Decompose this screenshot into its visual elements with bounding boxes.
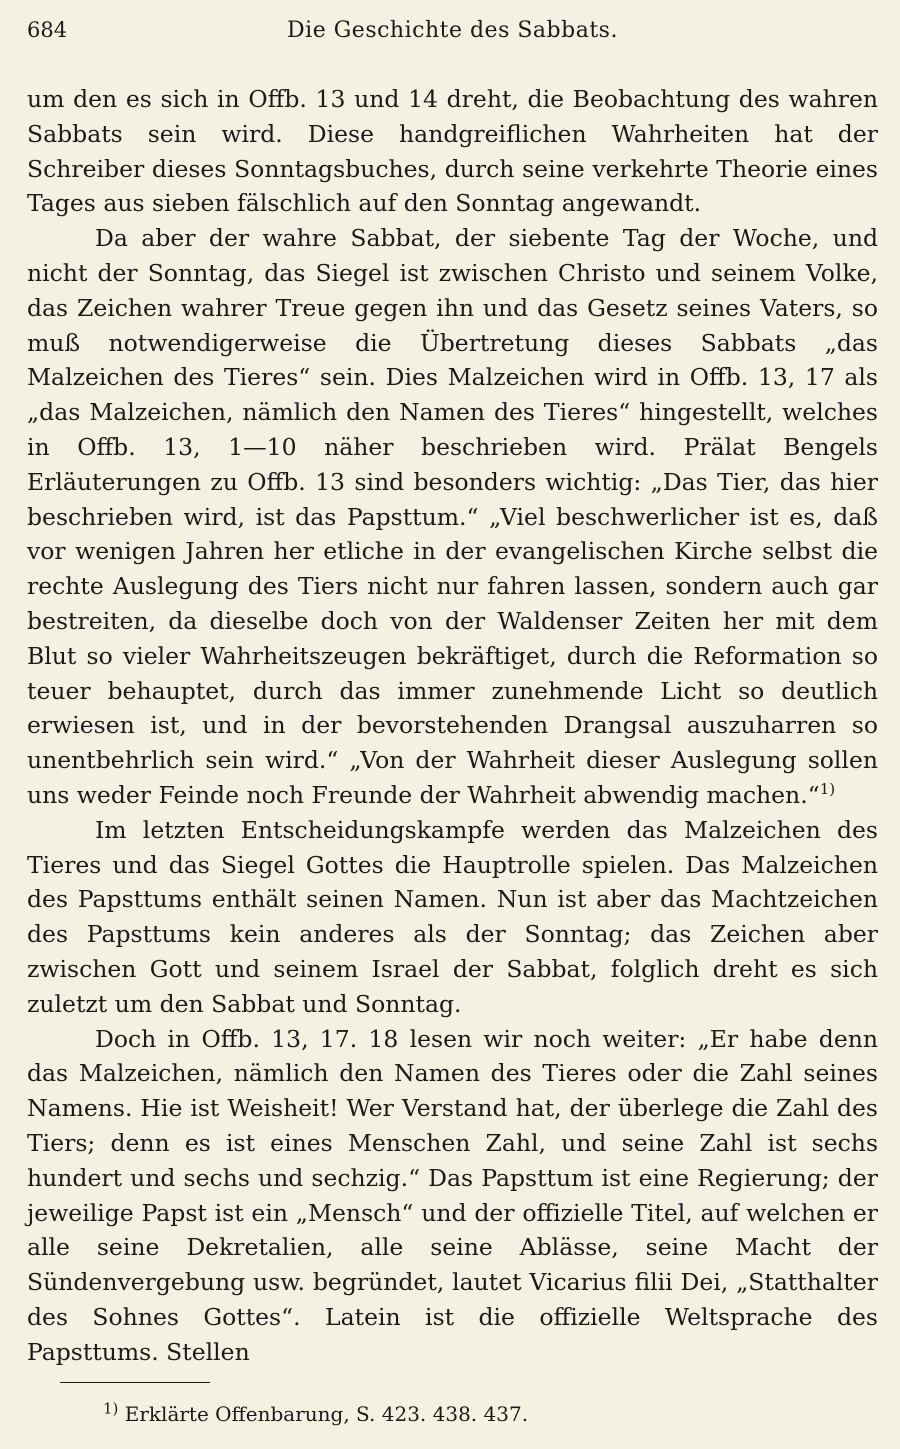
page-number: 684: [27, 18, 68, 42]
page-header: [27, 18, 878, 52]
paragraph-entscheidungskampf: Im letzten Entscheidungskampfe werden das Malzeichen des Tieres und das Siegel Gottes die Hauptrolle spielen. Das Malzeichen des Papsttums enthält seinen Namen. Nun ist aber das Machtzeichen des Papsttums kein anderes als der Sonntag; das Zeichen aber zwischen Gott und seinem Israel der Sabbat, folglich dreht es sich zuletzt um den Sabbat und Sonntag.: [27, 815, 878, 1018]
paragraph-sabbat-siegel-text: Da aber der wahre Sabbat, der siebente Tag der Woche, und nicht der Sonntag, das Siegel ist zwischen Christo und seinem Volke, das Zeichen wahrer Treue gegen ihn und das Gesetz seines Vaters, so muß notwendigerweise die Übertretung dieses Sabbats „das Malzeichen des Tieres“ sein. Dies Malzeichen wird in Offb. 13, 17 als „das Malzeichen, nämlich den Namen des Tieres“ hingestellt, welches in Offb. 13, 1—10 näher beschrieben wird. Prälat Bengels Erläuterungen zu Offb. 13 sind besonders wichtig: „Das Tier, das hier beschrieben wird, ist das Papsttum.“ „Viel beschwerlicher ist es, daß vor wenigen Jahren her etliche in der evangelischen Kirche selbst die rechte Auslegung des Tiers nicht nur fahren lassen, sondern auch gar bestreiten, da dieselbe doch von der Waldenser Zeiten her mit dem Blut so vieler Wahrheitszeugen bekräftiget, durch die Reformation so teuer behauptet, durch das immer zunehmende Licht so deutlich erwiesen ist, und in der bevorstehenden Drangsal auszuharren so unentbehrlich sein wird.“ „Von der Wahrheit dieser Auslegung sollen uns weder Feinde noch Freunde der Wahrheit abwendig machen.“: [27, 224, 878, 809]
paragraph-continuation: um den es sich in Offb. 13 und 14 dreht, die Beobachtung des wahren Sabbats sein wird. Diese handgreiflichen Wahrheiten hat der Schreiber dieses Sonntagsbuches, durch seine verkehrte Theorie eines Tages aus sieben fälschlich auf den Sonntag angewandt.: [27, 85, 878, 218]
footnote-divider: [60, 1382, 210, 1383]
footnote: [103, 1399, 529, 1426]
footnote-reference: 1): [819, 780, 836, 799]
footnote-marker: 1): [103, 1399, 119, 1418]
body-text: [27, 82, 878, 1369]
running-title: Die Geschichte des Sabbats.: [287, 18, 618, 43]
paragraph-sabbat-siegel: [27, 221, 878, 813]
paragraph-zahl-des-tieres: Doch in Offb. 13, 17. 18 lesen wir noch weiter: „Er habe denn das Malzeichen, nämlich den Namen des Tieres oder die Zahl seines Namens. Hie ist Weisheit! Wer Verstand hat, der überlege die Zahl des Tiers; denn es ist eines Menschen Zahl, und seine Zahl ist sechs hundert und sechs und sechzig.“ Das Papsttum ist eine Regierung; der jeweilige Papst ist ein „Mensch“ und der offizielle Titel, auf welchen er alle seine Dekretalien, alle seine Ablässe, seine Macht der Sündenvergebung usw. begründet, lautet Vicarius filii Dei, „Statthalter des Sohnes Gottes“. Latein ist die offizielle Weltsprache des Papsttums. Stellen: [27, 1024, 878, 1366]
footnote-text: Erklärte Offenbarung, S. 423. 438. 437.: [124, 1402, 529, 1426]
